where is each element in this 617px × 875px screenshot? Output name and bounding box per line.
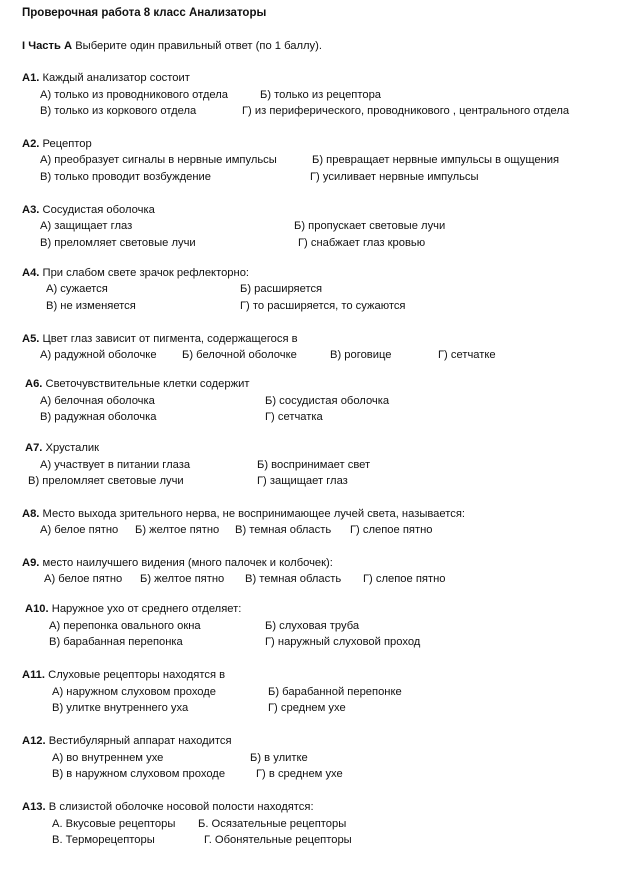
answer-option: А) преобразует сигналы в нервные импульсы bbox=[40, 154, 277, 166]
question-a2 bbox=[22, 137, 612, 183]
answer-option: А) белое пятно bbox=[40, 524, 119, 536]
question-number: А10. bbox=[25, 603, 49, 615]
answer-option: Б) барабанной перепонке bbox=[268, 686, 402, 698]
question-number: А5. bbox=[22, 333, 40, 345]
question-number: А2. bbox=[22, 138, 40, 150]
question-a3 bbox=[22, 203, 612, 249]
question-a11 bbox=[22, 668, 612, 714]
answer-option: Б) пропускает световые лучи bbox=[294, 220, 446, 232]
answer-option: Г) слепое пятно bbox=[363, 573, 446, 585]
answer-option: Г) то расширяется, то сужаются bbox=[240, 300, 406, 312]
answer-option: А) во внутреннем ухе bbox=[52, 752, 164, 764]
answer-option: Г) из периферического, проводникового , центрального отдела bbox=[242, 105, 570, 117]
answer-option: В) не изменяется bbox=[46, 300, 136, 312]
question-text: место наилучшего видения (много палочек и колбочек): bbox=[42, 557, 333, 569]
question-text: Каждый анализатор состоит bbox=[42, 72, 190, 84]
question-a1 bbox=[22, 71, 612, 117]
answer-option: В) только из коркового отдела bbox=[40, 105, 197, 117]
answer-option: А) только из проводникового отдела bbox=[40, 89, 229, 101]
question-text: Место выхода зрительного нерва, не воспринимающее лучей света, называется: bbox=[42, 508, 466, 520]
answer-option: Б) расширяется bbox=[240, 283, 323, 295]
question-number: А4. bbox=[22, 267, 40, 279]
question-text: Вестибулярный аппарат находится bbox=[48, 735, 232, 747]
question-text: Наружное ухо от среднего отделяет: bbox=[51, 603, 242, 615]
answer-option: Г) наружный слуховой проход bbox=[265, 636, 421, 648]
answer-option: В. Терморецепторы bbox=[52, 834, 155, 846]
question-a6 bbox=[25, 377, 615, 423]
answer-option: А) перепонка овального окна bbox=[49, 620, 201, 632]
answer-option: Б) желтое пятно bbox=[140, 573, 225, 585]
question-a9 bbox=[22, 556, 612, 585]
answer-option: Б) слуховая труба bbox=[265, 620, 360, 632]
answer-option: В) радужная оболочка bbox=[40, 411, 157, 423]
question-text: Хрусталик bbox=[45, 442, 100, 454]
question-text: Рецептор bbox=[42, 138, 92, 150]
question-number: А11. bbox=[22, 669, 46, 681]
answer-option: Б. Осязательные рецепторы bbox=[198, 818, 347, 830]
answer-option: В) барабанная перепонка bbox=[49, 636, 183, 648]
answer-option: А) защищает глаз bbox=[40, 220, 133, 232]
answer-option: В) улитке внутреннего уха bbox=[52, 702, 189, 714]
question-number: А9. bbox=[22, 557, 40, 569]
answer-option: Б) желтое пятно bbox=[135, 524, 220, 536]
answer-option: А) наружном слуховом проходе bbox=[52, 686, 217, 698]
question-number: А12. bbox=[22, 735, 46, 747]
question-text: Сосудистая оболочка bbox=[42, 204, 155, 216]
question-number: А1. bbox=[22, 72, 40, 84]
answer-option: А) белочная оболочка bbox=[40, 395, 155, 407]
answer-option: Б) воспринимает свет bbox=[257, 459, 371, 471]
answer-option: А) радужной оболочке bbox=[40, 349, 157, 361]
question-text: В слизистой оболочке носовой полости находятся: bbox=[48, 801, 314, 813]
question-number: А8. bbox=[22, 508, 40, 520]
answer-option: А) белое пятно bbox=[44, 573, 123, 585]
question-a12 bbox=[22, 734, 612, 780]
answer-option: Г) снабжает глаз кровью bbox=[298, 237, 426, 249]
answer-option: А. Вкусовые рецепторы bbox=[52, 818, 176, 830]
answer-option: Б) только из рецептора bbox=[260, 89, 382, 101]
answer-option: Б) в улитке bbox=[250, 752, 308, 764]
answer-option: Г) в среднем ухе bbox=[256, 768, 343, 780]
question-number: А13. bbox=[22, 801, 46, 813]
question-a13 bbox=[22, 800, 612, 846]
answer-option: В) преломляет световые лучи bbox=[28, 475, 184, 487]
part-label: I Часть А bbox=[22, 40, 73, 52]
question-a7 bbox=[25, 441, 615, 487]
question-text: При слабом свете зрачок рефлекторно: bbox=[42, 267, 250, 279]
answer-option: Г) сетчатке bbox=[438, 349, 496, 361]
answer-option: В) темная область bbox=[235, 524, 332, 536]
answer-option: Г. Обонятельные рецепторы bbox=[204, 834, 352, 846]
page-title: Проверочная работа 8 класс Анализаторы bbox=[22, 7, 267, 19]
question-number: А3. bbox=[22, 204, 40, 216]
question-a10 bbox=[25, 602, 615, 648]
answer-option: В) в наружном слуховом проходе bbox=[52, 768, 226, 780]
question-a8 bbox=[22, 507, 612, 536]
answer-option: Б) превращает нервные импульсы в ощущения bbox=[312, 154, 560, 166]
answer-option: Г) усиливает нервные импульсы bbox=[310, 171, 479, 183]
answer-option: Г) сетчатка bbox=[265, 411, 323, 423]
answer-option: А) участвует в питании глаза bbox=[40, 459, 191, 471]
question-text: Слуховые рецепторы находятся в bbox=[48, 669, 226, 681]
question-text: Цвет глаз зависит от пигмента, содержащегося в bbox=[42, 333, 298, 345]
answer-option: В) роговице bbox=[330, 349, 392, 361]
answer-option: Г) защищает глаз bbox=[257, 475, 348, 487]
question-a5 bbox=[22, 332, 612, 361]
part-intro bbox=[22, 39, 322, 53]
part-instructions: Выберите один правильный ответ (по 1 баллу). bbox=[75, 40, 322, 52]
answer-option: В) темная область bbox=[245, 573, 342, 585]
question-text: Светочувствительные клетки содержит bbox=[45, 378, 250, 390]
answer-option: Г) среднем ухе bbox=[268, 702, 346, 714]
answer-option: Б) сосудистая оболочка bbox=[265, 395, 390, 407]
answer-option: Б) белочной оболочке bbox=[182, 349, 297, 361]
answer-option: В) только проводит возбуждение bbox=[40, 171, 211, 183]
question-number: А7. bbox=[25, 442, 43, 454]
question-number: А6. bbox=[25, 378, 43, 390]
answer-option: Г) слепое пятно bbox=[350, 524, 433, 536]
answer-option: А) сужается bbox=[46, 283, 108, 295]
question-a4 bbox=[22, 266, 612, 312]
answer-option: В) преломляет световые лучи bbox=[40, 237, 196, 249]
